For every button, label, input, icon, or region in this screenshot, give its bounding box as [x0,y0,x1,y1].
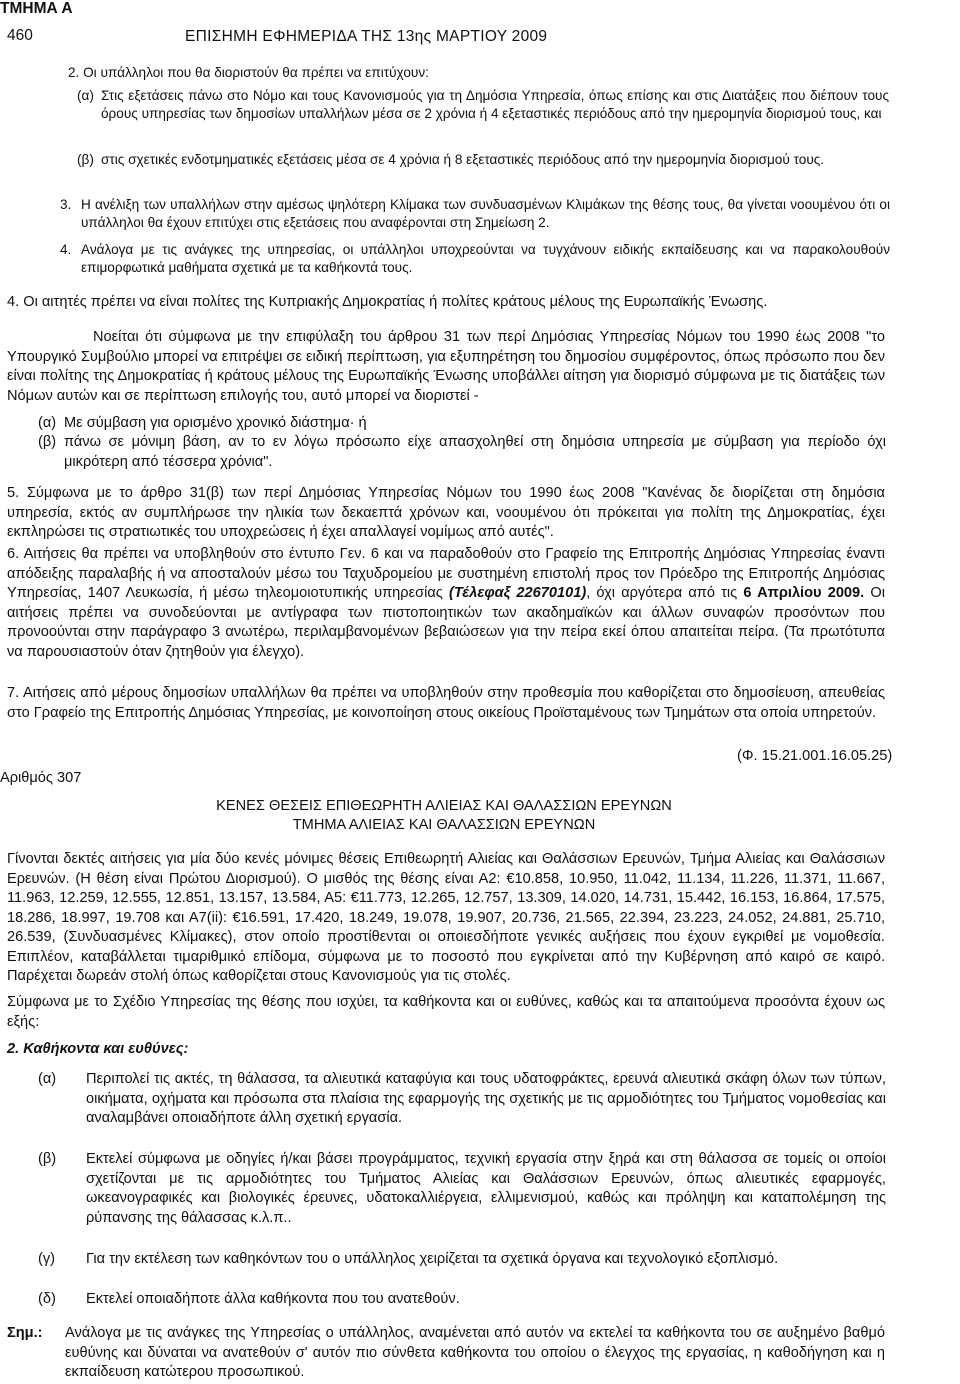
duty-c [38,1250,886,1270]
duty-d-text: Εκτελεί οποιαδήποτε άλλα καθήκοντα που του ανατεθούν. [86,1291,460,1307]
paragraph-7: 7. Αιτήσεις από μέρους δημοσίων υπαλλήλων θα πρέπει να υποβληθούν στην προθεσμία που καθορίζεται στο δημοσίευση, απευθείας στο Γραφείο της Επιτροπής Δημόσιας Υπηρεσίας, με κοινοποίηση στους οικείους Προϊσταμένους των Τμημάτων στα οποία υπηρετούν. [7,685,885,721]
duty-a-text: Περιπολεί τις ακτές, τη θάλασσα, τα αλιευτικά καταφύγια και τους υδατοφράκτες, ερευνά αλιευτικά σκάφη όλων των τύπων, οικήματα, οχήματα και πρόσωπα στα πλαίσια της εφαρμογής της σχετικής με τις αρμοδιότητες του Τμήματος νομοθεσίας και αναλαμβάνει οποιαδήποτε άλλη σχετική εργασία. [86,1071,886,1126]
item-2-b-text: στις σχετικές ενδοτμηματικές εξετάσεις μέσα σε 4 χρόνια ή 8 εξεταστικές περιόδους από την ημερομηνία διορισμού τους. [101,152,825,167]
paragraph-6-part3: Οι αιτήσεις πρέπει να συνοδεύονται με αντίγραφα των πιστοποιητικών των ακαδημαϊκών και άλλων συναφών προσόντων που προνοούνται στην παράγραφο 3 ανωτέρω, περιλαμβανομένων βεβαιώσεων για την πείρα εκεί όπου απαιτείται πείρα. (Τα πρωτότυπα να παρουσιαστούν όταν ζητηθούν για έλεγχο). [7,585,885,660]
note-text: Ανάλογα με τις ανάγκες της Υπηρεσίας ο υπάλληλος, αναμένεται από αυτόν να εκτελεί τα καθήκοντα του σε αυξημένο βαθμό ευθύνης και δύναται να ανατεθούν σ' αυτόν πιο σύνθετα καθήκοντα του οποίου ο έλεγχος της εργασίας, η καθοδήγηση και η εκπαίδευση κατώτερου προσωπικού. [65,1325,885,1380]
page-title: ΕΠΙΣΗΜΗ ΕΦΗΜΕΡΙΔΑ ΤΗΣ 13ης ΜΑΡΤΙΟΥ 2009 [185,28,548,45]
section-label: ΤΜΗΜΑ Α [0,0,73,17]
paragraph-5: 5. Σύμφωνα με το άρθρο 31(β) των περί Δημόσιας Υπηρεσίας Νόμων του 1990 έως 2008 "Κανένας δε διορίζεται στη δημόσια υπηρεσία, εκτός αν συμπλήρωσε την ηλικία των δεκαεπτά χρόνων και, νοουμένου ότι πρόκειται για πολίτη της Δημοκρατίας, έχει εκπληρώσει τις στρατιωτικές του υποχρεώσεις ή έχει απαλλαγεί νομίμως από αυτές". [7,485,885,540]
item-2: 2. Οι υπάλληλοι που θα διοριστούν θα πρέπει να επιτύχουν: [68,65,429,80]
duty-a [38,1070,886,1129]
fax-number: (Τέλεφαξ 22670101) [449,585,587,601]
notice-number: Αριθμός 307 [0,770,82,786]
paragraph-4: 4. Οι αιτητές πρέπει να είναι πολίτες της Κυπριακής Δημοκρατίας ή πολίτες κράτους μέλους της Ευρωπαϊκής Ένωσης. [7,294,768,310]
notice-b-label: (β) [38,434,57,450]
item-2-a-label: (α) [77,88,94,103]
duties-heading: 2. Καθήκοντα και ευθύνες: [7,1041,189,1057]
paragraph-6-part1: 6. Αιτήσεις θα πρέπει να υποβληθούν στο έντυπο Γεν. 6 και να παραδοθούν στο Γραφείο της Επιτροπής Δημόσιας Υπηρεσίας έναντι απόδειξης παραλαβής ή να αποσταλούν μέσω του Ταχυδρομείου με συστημένη επιστολή προς τον Πρόεδρο της Επιτροπής Δημόσιας Υπηρεσίας, 1407 Λευκωσία, ή μέσω τηλεομοιοτυπικής υπηρεσίας [7,546,885,601]
item-2-b [77,151,889,169]
intro-paragraph: Γίνονται δεκτές αιτήσεις για μία δύο κενές μόνιμες θέσεις Επιθεωρητή Αλιείας και Θαλάσσιων Ερευνών, Τμήμα Αλιείας και Θαλάσσιων Ερευνών. (Η θέση είναι Πρώτου Διορισμού). Ο μισθός της θέσης είναι Α2: €10.858, 10.950, 11.042, 11.134, 11.226, 11.371, 11.667, 11.963, 12.259, 12.555, 12.851, 13.157, 13.584, Α5: €11.773, 12.265, 12.757, 13.309, 14.020, 14.731, 15.442, 16.153, 16.864, 17.575, 18.286, 18.997, 19.708 και Α7(ii): €16.591, 17.420, 18.249, 19.078, 19.907, 20.736, 21.565, 22.394, 23.223, 24.052, 24.881, 25.710, 26.539, (Συνδυασμένες Κλίμακες), στον οποίο προστίθενται οι οποιεσδήποτε γενικές αυξήσεις που έχουν εγκριθεί με νομοθεσία. Επιπλέον, καταβάλλεται τιμαριθμικό επίδομα, σύμφωνα με το ποσοστό που εγκρίνεται από την Κυβέρνηση από καιρό σε καιρό. Παρέχεται δωρεάν στολή όπως καθορίζεται στους Κανονισμούς για τις στολές. [7,851,885,984]
item-3-text: Η ανέλιξη των υπαλλήλων στην αμέσως ψηλότερη Κλίμακα των συνδυασμένων Κλιμάκων της θέσης τους, θα γίνεται νοουμένου ότι οι υπάλληλοι θα έχουν επιτύχει στις εξετάσεις που αναφέρονται στη Σημείωση 2. [81,197,890,231]
item-2-b-label: (β) [77,152,94,167]
file-reference: (Φ. 15.21.001.16.05.25) [737,748,893,764]
duty-b-text: Εκτελεί σύμφωνα με οδηγίες ή/και βάσει προγράμματος, τεχνική εργασία στην ξηρά και στη θάλασσα σε τομείς οι οποίοι σχετίζονται με τις αρμοδιότητες του Τμήματος Αλιείας και Θαλάσσιων Ερευνών, όπως αλιευτικές εφαρμογές, ωκεανογραφικές και βιολογικές έρευνες, υδατοκαλλιέργεια, ελλιμενισμού, καθώς και πρόληψη και καταπολέμηση της ρύπανσης της θάλασσας κ.λ.π.. [86,1151,886,1226]
note [7,1324,885,1383]
item-3 [60,196,890,233]
heading-vacancy: ΚΕΝΕΣ ΘΕΣΕΙΣ ΕΠΙΘΕΩΡΗΤΗ ΑΛΙΕΙΑΣ ΚΑΙ ΘΑΛΑΣΣΙΩΝ ΕΡΕΥΝΩΝ [216,798,672,814]
item-4-text: Ανάλογα με τις ανάγκες της υπηρεσίας, οι υπάλληλοι υποχρεούνται να τυγχάνουν ειδικής εκπαίδευσης και να παρακολουθούν επιμορφωτικά μαθήματα σχετικά με τα καθήκοντά τους. [81,242,890,276]
note-label: Σημ.: [7,1325,43,1341]
notice-b-text: πάνω σε μόνιμη βάση, αν το εν λόγω πρόσωπο είχε απασχοληθεί στη δημόσια υπηρεσία με σύμβαση για περίοδο όχι μικρότερη από τέσσερα χρόνια". [64,434,886,470]
duty-d [38,1290,886,1310]
item-2-a-text: Στις εξετάσεις πάνω στο Νόμο και τους Κανονισμούς για τη Δημόσια Υπηρεσία, όπως επίσης και στις Διατάξεις που διέπουν τους όρους υπηρεσίας των δημοσίων υπαλλήλων μέσα σε 2 χρόνια ή 4 εξεταστικές περιόδους από την ημερομηνία διορισμού τους, και [101,88,889,122]
notice-paragraph: Νοείται ότι σύμφωνα με την επιφύλαξη του άρθρου 31 των περί Δημόσιας Υπηρεσίας Νόμων του 1990 έως 2008 "το Υπουργικό Συμβούλιο μπορεί να επιτρέψει σε ειδική περίπτωση, για εξυπηρέτηση του δημοσίου συμφέροντος, όπως πρόσωπο που δεν είναι πολίτης της Δημοκρατίας ή κράτους μέλους της Ευρωπαϊκής Ένωσης υποβάλλει αίτηση για διορισμό σύμφωνα με τις διατάξεις των Νόμων αυτών και σε περίπτωση επιλογής του, αυτό μπορεί να διοριστεί - [7,329,885,404]
item-4-label: 4. [60,242,72,257]
heading-department: ΤΜΗΜΑ ΑΛΙΕΙΑΣ ΚΑΙ ΘΑΛΑΣΣΙΩΝ ΕΡΕΥΝΩΝ [292,817,596,833]
duty-c-label: (γ) [38,1251,56,1267]
page-number: 460 [7,27,33,44]
duty-c-text: Για την εκτέλεση των καθηκόντων του ο υπάλληλος χειρίζεται τα σχετικά όργανα και τεχνολογικό εξοπλισμό. [86,1251,779,1267]
notice-a-text: Με σύμβαση για ορισμένο χρονικό διάστημα· ή [64,415,367,431]
paragraph-6 [7,545,885,662]
paragraph-6-part2: , όχι αργότερα από τις [586,585,744,601]
item-4 [60,241,890,278]
scheme-paragraph: Σύμφωνα με το Σχέδιο Υπηρεσίας της θέσης που ισχύει, τα καθήκοντα και οι ευθύνες, καθώς και τα απαιτούμενα προσόντα έχουν ως εξής: [7,994,885,1030]
item-2-a [77,87,889,124]
notice-a [38,414,886,434]
notice-b [38,433,886,472]
notice-a-label: (α) [38,415,57,431]
duty-b-label: (β) [38,1151,57,1167]
deadline-date: 6 Απριλίου 2009. [743,585,865,601]
item-3-label: 3. [60,197,72,212]
duty-d-label: (δ) [38,1291,56,1307]
duty-b [38,1150,886,1228]
duty-a-label: (α) [38,1071,57,1087]
